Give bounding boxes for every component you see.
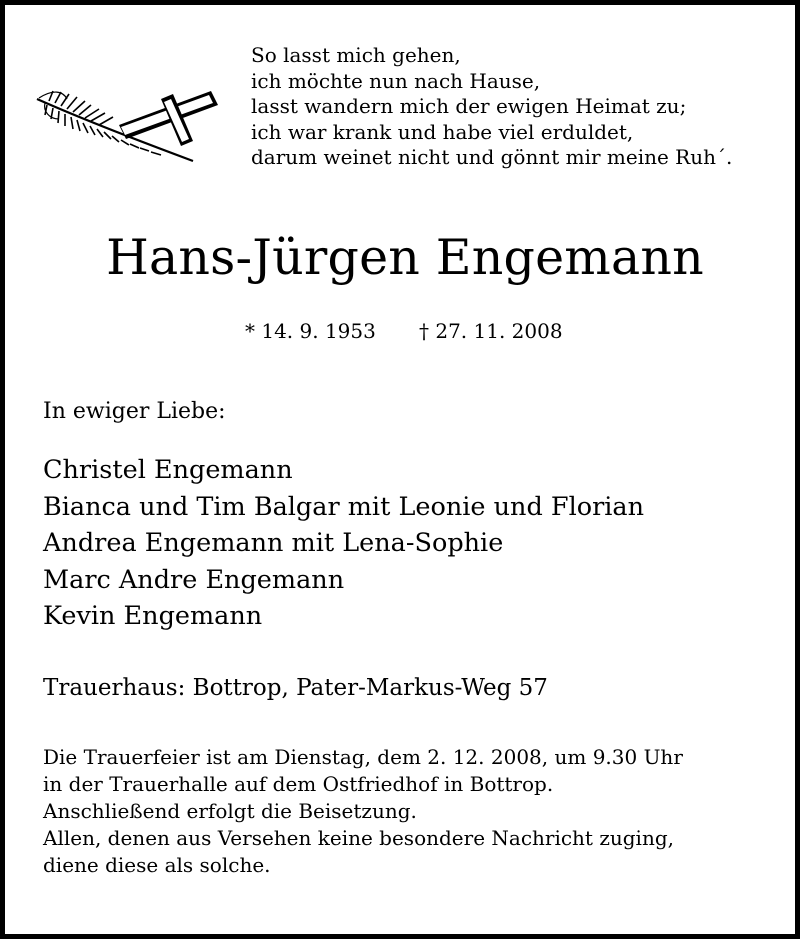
death-date: † 27. 11. 2008 — [419, 319, 563, 343]
service-line: Anschließend erfolgt die Beisetzung. — [43, 799, 417, 823]
family-member: Kevin Engemann — [43, 601, 263, 631]
family-member: Marc Andre Engemann — [43, 564, 345, 595]
poem-line: lasst wandern mich der ewigen Heimat zu; — [251, 94, 687, 119]
poem-line: ich möchte nun nach Hause, — [251, 68, 541, 93]
service-info — [43, 744, 683, 879]
service-line: diene diese als solche. — [43, 853, 271, 877]
mourning-house: Trauerhaus: Bottrop, Pater-Markus-Weg 57 — [43, 675, 548, 701]
poem-line: ich war krank und habe viel erduldet, — [251, 119, 634, 144]
family-member: Andrea Engemann mit Lena-Sophie — [43, 528, 504, 558]
service-line: Allen, denen aus Versehen keine besondere Nachricht zuging, — [43, 826, 674, 850]
deceased-name: Hans-Jürgen Engemann — [106, 229, 704, 286]
family-member: Christel Engemann — [43, 455, 293, 485]
family-list — [43, 452, 644, 635]
poem — [251, 43, 732, 171]
service-line: in der Trauerhalle auf dem Ostfriedhof in Bottrop. — [43, 772, 554, 796]
poem-line: darum weinet nicht und gönnt mir meine Ruh´. — [251, 145, 733, 170]
service-line: Die Trauerfeier ist am Dienstag, dem 2. 12. 2008, um 9.30 Uhr — [43, 745, 683, 769]
love-heading: In ewiger Liebe: — [43, 399, 226, 424]
cross-with-palm-frond-icon — [33, 85, 223, 165]
family-member: Bianca und Tim Balgar mit Leonie und Florian — [43, 491, 645, 522]
birth-date: * 14. 9. 1953 — [245, 319, 376, 343]
poem-line: So lasst mich gehen, — [251, 43, 461, 67]
